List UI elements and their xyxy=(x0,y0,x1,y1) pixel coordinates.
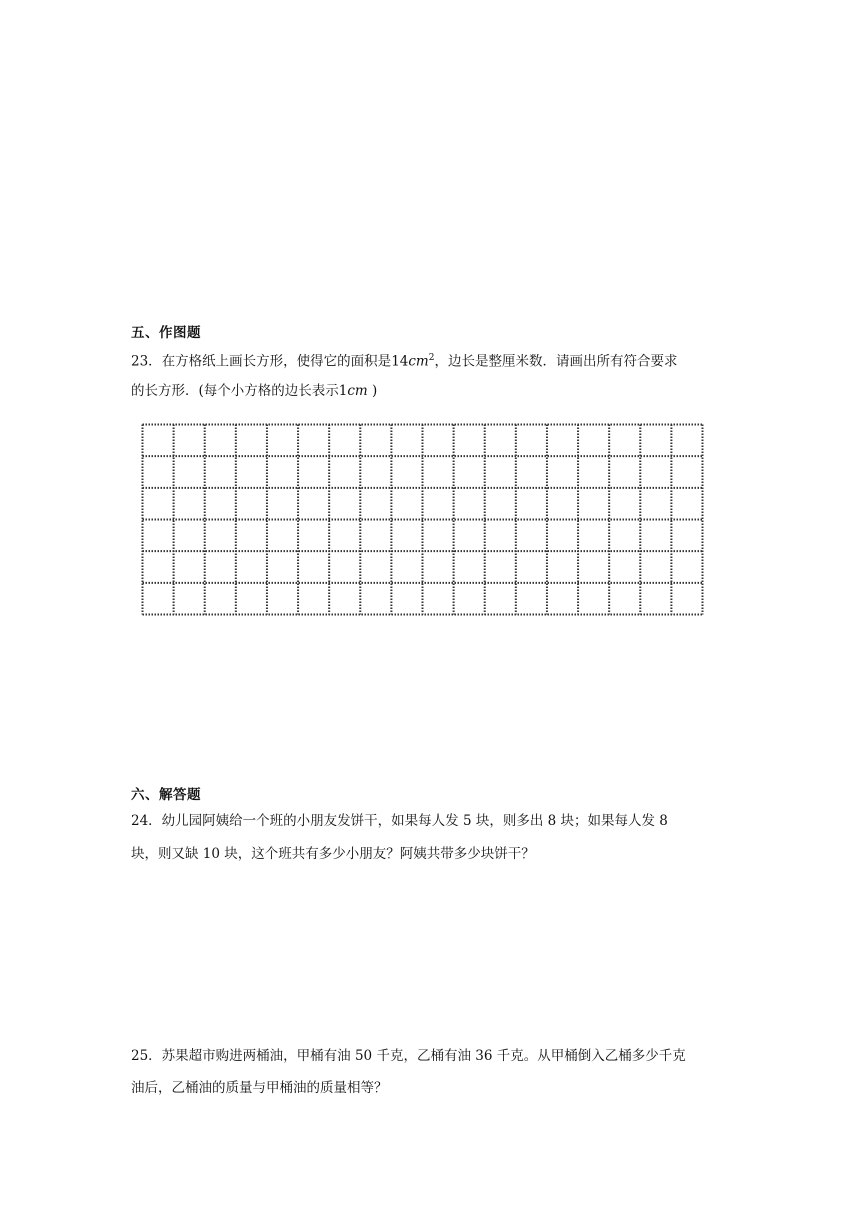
question-23-line-1 xyxy=(131,350,677,370)
area-unit: cm xyxy=(408,353,429,370)
area-exponent: 2 xyxy=(428,353,435,363)
unit-value: 1 xyxy=(338,383,348,399)
question-23-text-a: 在方格纸上画长方形，使得它的面积是 xyxy=(161,353,392,370)
question-23-text-b: ，边长是整厘米数．请画出所有符合要求 xyxy=(434,353,678,370)
square-grid-paper xyxy=(141,423,704,616)
question-23-number: 23． xyxy=(131,353,162,370)
section-title-solving: 六、解答题 xyxy=(131,787,201,803)
question-24-line-1: 24．幼儿园阿姨给一个班的小朋友发饼干，如果每人发 5 块，则多出 8 块；如果每人发 8 xyxy=(131,813,668,829)
dotted-grid xyxy=(141,423,704,616)
question-25-line-1: 25．苏果超市购进两桶油，甲桶有油 50 千克，乙桶有油 36 千克。从甲桶倒入乙桶多少千克 xyxy=(131,1048,686,1064)
question-24-line-2: 块，则又缺 10 块，这个班共有多少小朋友？阿姨共带多少块饼干？ xyxy=(131,846,535,862)
question-23-line-2 xyxy=(131,383,377,399)
question-25-line-2: 油后，乙桶油的质量与甲桶油的质量相等？ xyxy=(131,1080,388,1096)
question-23-text-d: ) xyxy=(367,383,378,399)
area-value: 14 xyxy=(391,353,409,370)
section-title-drawing: 五、作图题 xyxy=(131,325,201,341)
unit-label: cm xyxy=(347,383,368,399)
question-23-text-c: 的长方形．(每个小方格的边长表示 xyxy=(131,383,339,399)
